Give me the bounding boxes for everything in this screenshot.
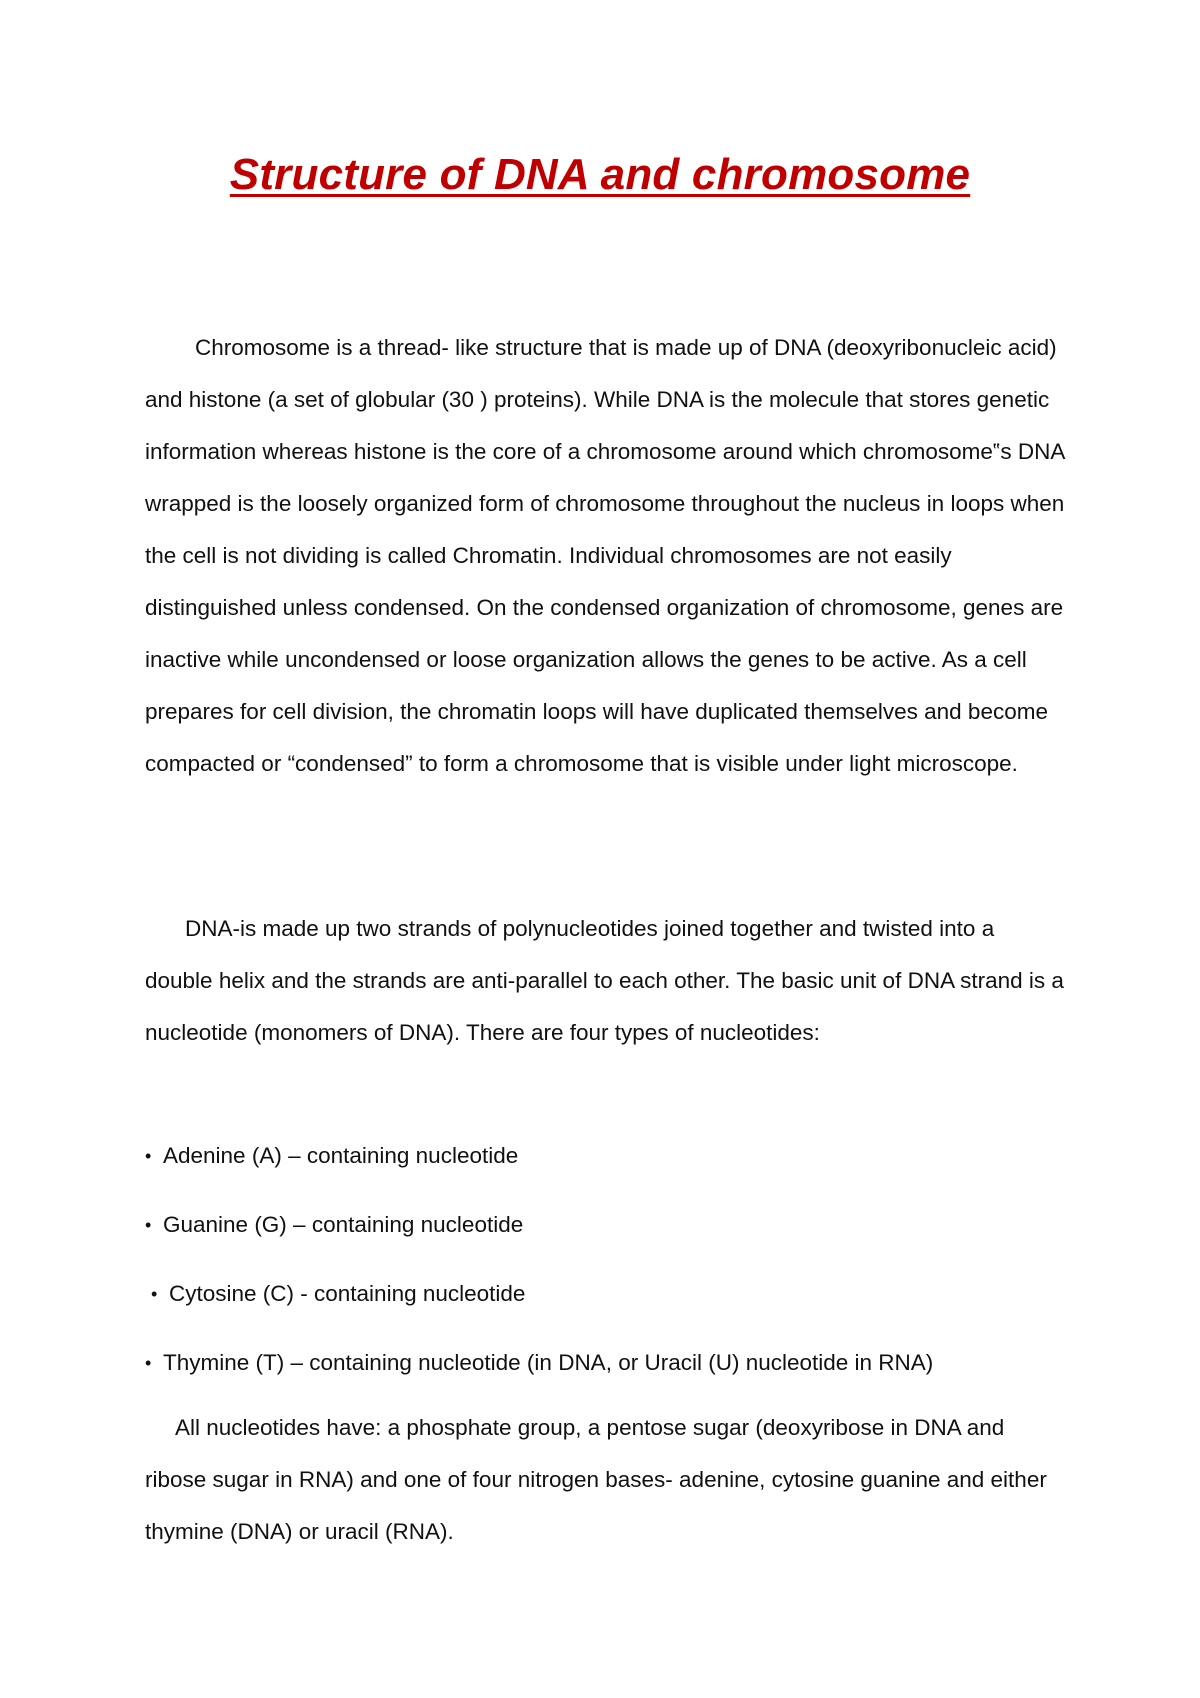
- nucleotide-list: [145, 1130, 1065, 1406]
- bullet-icon: •: [151, 1284, 158, 1304]
- bullet-icon: •: [145, 1215, 152, 1235]
- document-title: Structure of DNA and chromosome: [229, 150, 971, 199]
- list-item: [145, 1130, 1065, 1199]
- list-item-text: Thymine (T) – containing nucleotide (in DNA, or Uracil (U) nucleotide in RNA): [163, 1350, 934, 1375]
- list-item: [145, 1199, 1065, 1268]
- list-item-text: Guanine (G) – containing nucleotide: [163, 1212, 524, 1237]
- paragraph-nucleotide-components: All nucleotides have: a phosphate group, a pentose sugar (deoxyribose in DNA and ribose sugar in RNA) and one of four nitrogen bases- adenine, cytosine guanine and either thymine (DNA) or uracil (RNA).: [145, 1415, 1047, 1544]
- list-item: [145, 1337, 1065, 1406]
- bullet-icon: •: [145, 1353, 152, 1373]
- paragraph-dna-structure: DNA-is made up two strands of polynucleotides joined together and twisted into a double helix and the strands are anti-parallel to each other. The basic unit of DNA strand is a nucleotide (monomers of DNA). There are four types of nucleotides:: [145, 916, 1064, 1045]
- list-item: [145, 1268, 1065, 1337]
- list-item-text: Adenine (A) – containing nucleotide: [163, 1143, 519, 1168]
- paragraph-chromosome: Chromosome is a thread- like structure that is made up of DNA (deoxyribonucleic acid) and histone (a set of globular (30 ) proteins). While DNA is the molecule that stores genetic information whereas histone is the core of a chromosome around which chromosome‟s DNA wrapped is the loosely organized form of chromosome throughout the nucleus in loops when the cell is not dividing is called Chromatin. Individual chromosomes are not easily distinguished unless condensed. On the condensed organization of chromosome, genes are inactive while uncondensed or loose organization allows the genes to be active. As a cell prepares for cell division, the chromatin loops will have duplicated themselves and become compacted or “condensed” to form a chromosome that is visible under light microscope.: [145, 335, 1065, 776]
- bullet-icon: •: [145, 1146, 152, 1166]
- list-item-text: Cytosine (C) - containing nucleotide: [169, 1281, 526, 1306]
